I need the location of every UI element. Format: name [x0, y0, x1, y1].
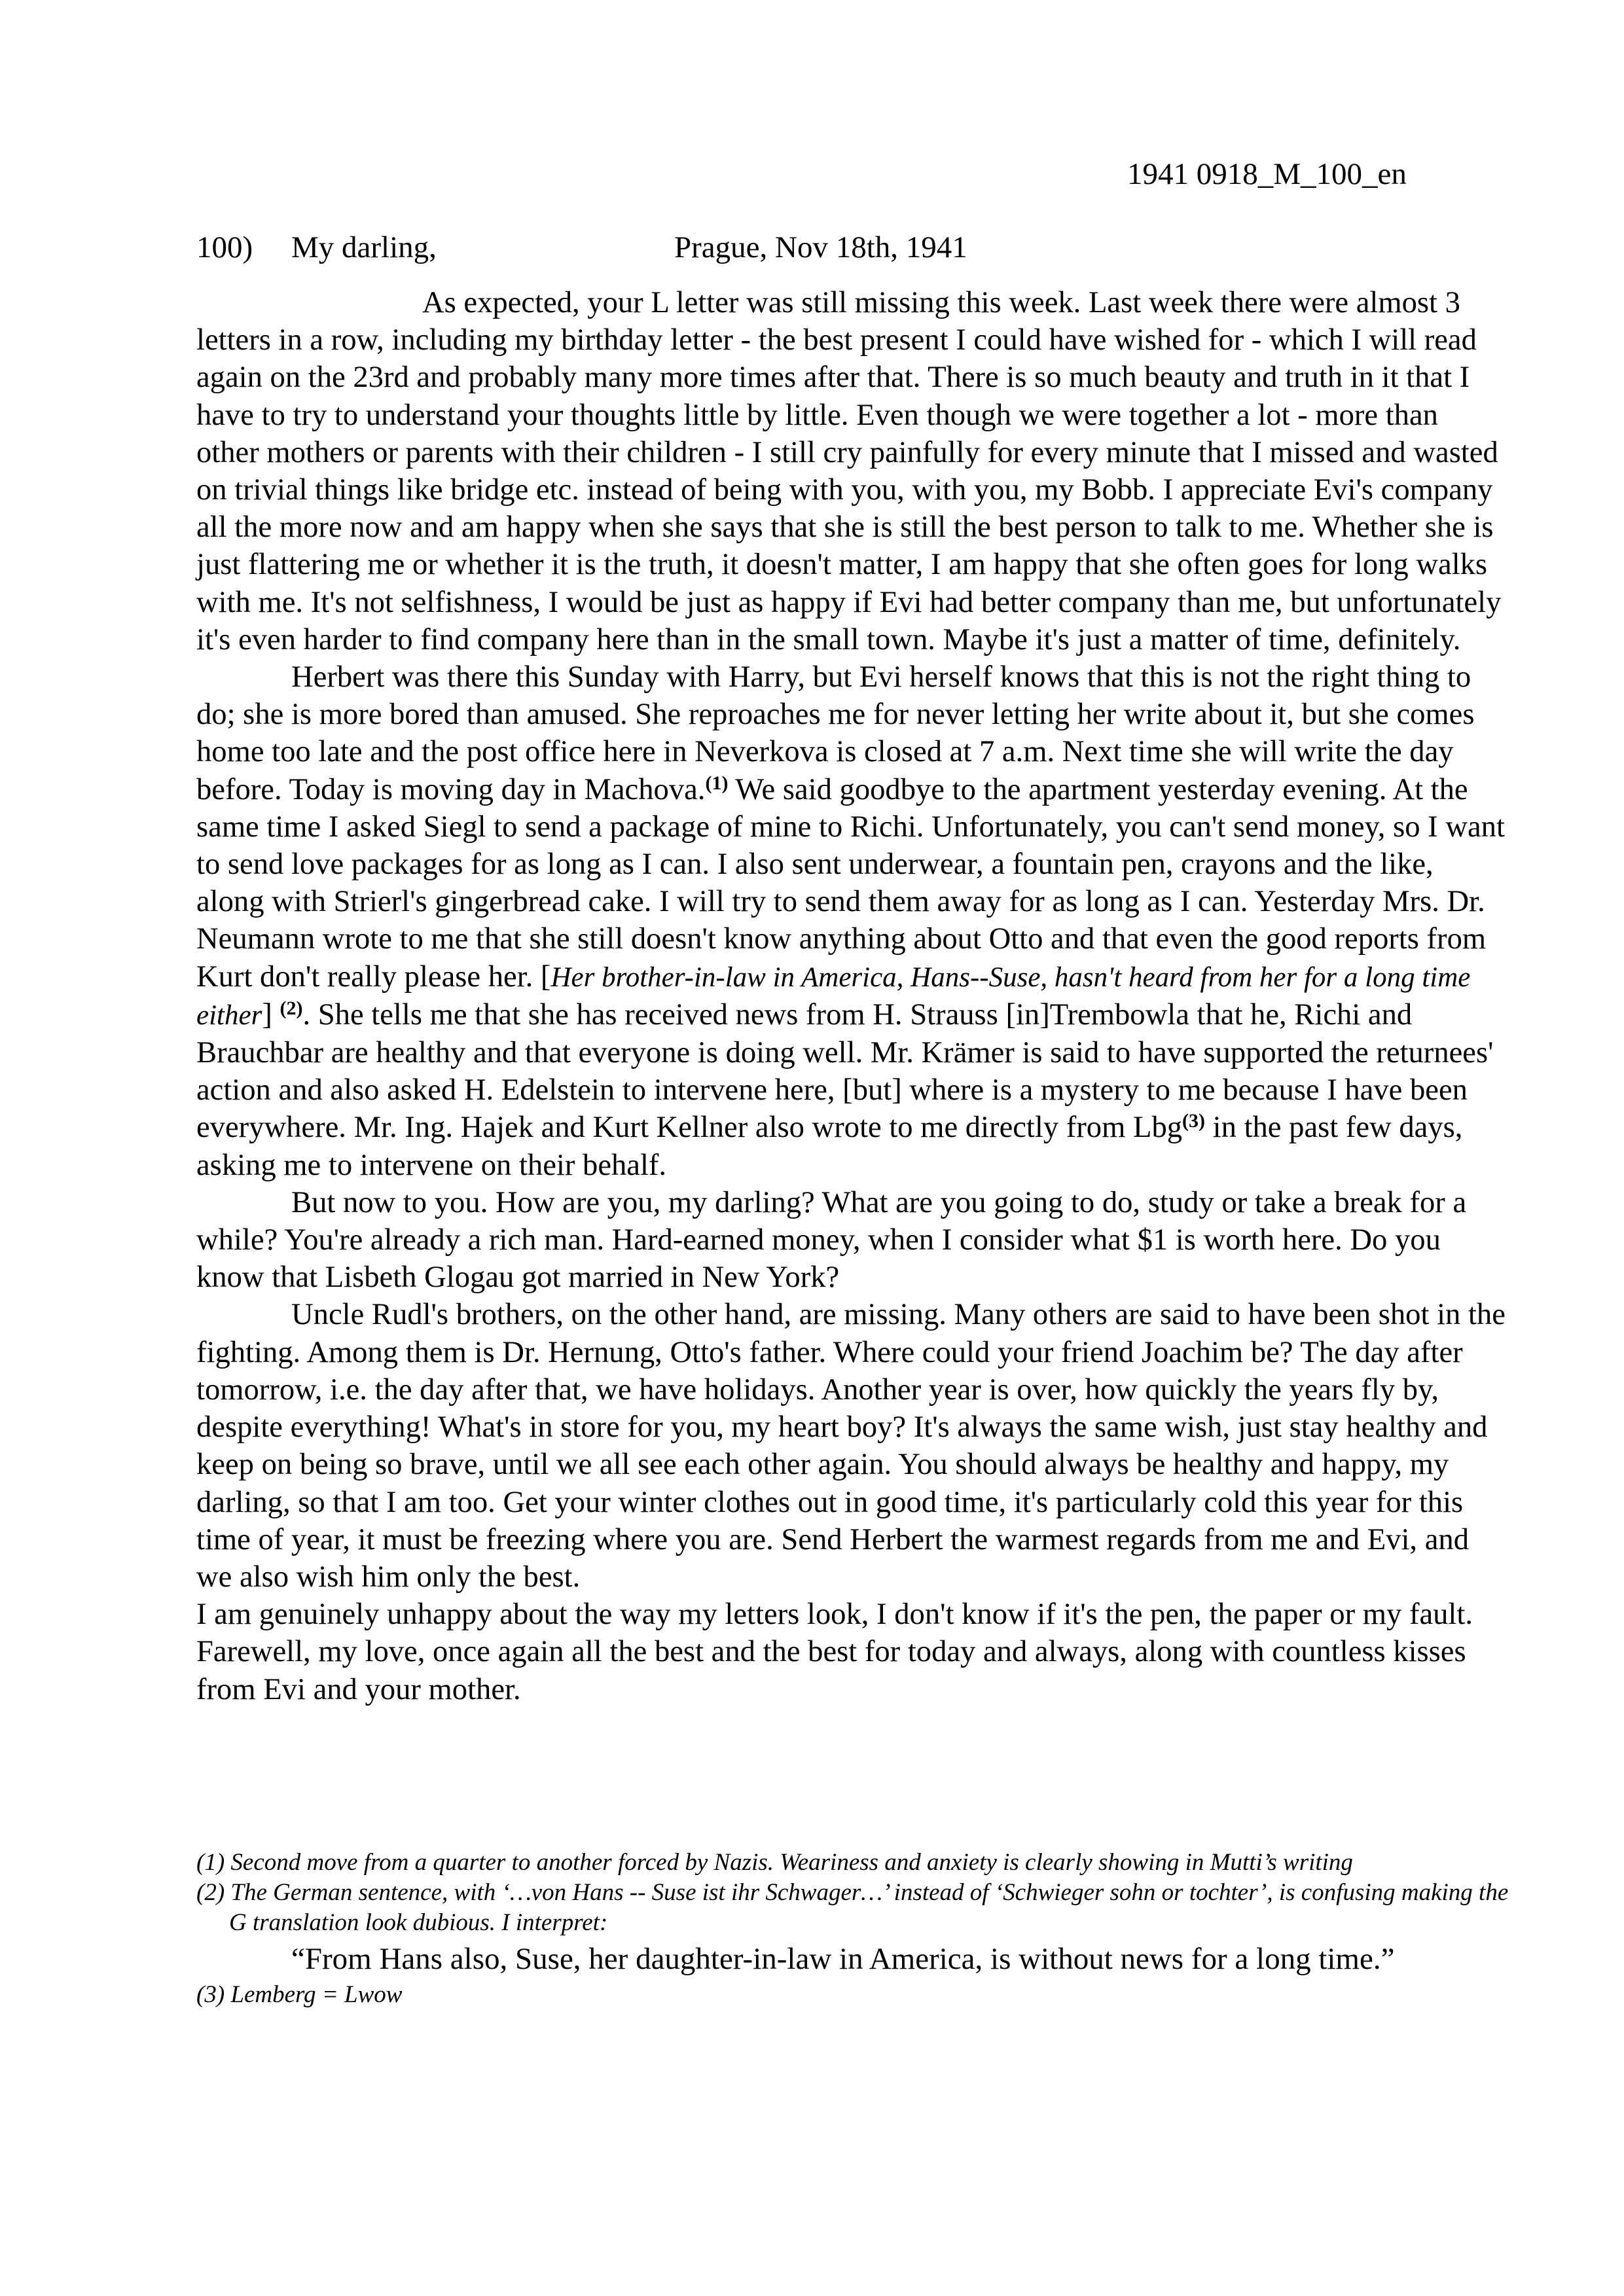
paragraph-2-text-b: We said goodbye to the apartment yesterday evening. At the same time I asked Siegl to send a package of mine to Richi. Unfortunately, you can't send money, so I want to send love packages for as long as I can. I also sent underwear, a fountain pen, crayons and the like, along with Strierl's gingerbread cake. I will try to send them away for as long as I can. Yesterday Mrs. Dr. Neumann wrote to me that she still doesn't know anything about Otto and that even the good reports from Kurt don't really please her. [	[196, 772, 1505, 994]
paragraph-3: But now to you. How are you, my darling? What are you going to do, study or take a break for a while? You're already a rich man. Hard-earned money, when I consider what $1 is worth here. Do you know that Lisbeth Glogau got married in New York?	[196, 1185, 1467, 1295]
paragraph-2-text-e: in the past few days, asking me to intervene on their behalf.	[196, 1110, 1463, 1182]
footnote-2-quote: “From Hans also, Suse, her daughter-in-law in America, is without news for a long time.”	[291, 1942, 1395, 1976]
paragraph-5: I am genuinely unhappy about the way my letters look, I don't know if it's the pen, the paper or my fault. Farewell, my love, once again all the best and the best for today and always, along with countless kisses from Evi and your mother.	[196, 1597, 1473, 1706]
footnote-ref-2: (2)	[280, 997, 303, 1019]
editorial-insertion: Her brother-in-law in America, Hans--Suse, hasn't heard from her for a long time either	[196, 961, 1471, 1031]
footnote-2: (2) The German sentence, with ‘…von Hans -- Suse ist ihr Schwager…’ instead of ‘Schwieger sohn or tochter’, is confusing making the G translation look dubious. I interpret:	[196, 1879, 1509, 1936]
footnote-ref-1: (1)	[705, 772, 729, 794]
footnote-1: (1) Second move from a quarter to another forced by Nazis. Weariness and anxiety is clearly showing in Mutti’s writing	[196, 1849, 1353, 1876]
paragraph-4: Uncle Rudl's brothers, on the other hand, are missing. Many others are said to have been shot in the fighting. Among them is Dr. Hernung, Otto's father. Where could your friend Joachim be? The day after tomorrow, i.e. the day after that, we have holidays. Another year is over, how quickly the years fly by, despite everything! What's in store for you, my heart boy? It's always the same wish, just stay healthy and keep on being so brave, until we all see each other again. You should always be healthy and happy, my darling, so that I am too. Get your winter clothes out in good time, it's particularly cold this year for this time of year, it must be freezing where you are. Send Herbert the warmest regards from me and Evi, and we also wish him only the best.	[196, 1297, 1506, 1594]
paragraph-2-text-a: Herbert was there this Sunday with Harry, but Evi herself knows that this is not the right thing to do; she is more bored than amused. She reproaches me for never letting her write about it, but she comes home too late and the post office here in Neverkova is closed at 7 a.m. Next time she will write the day before. Today is moving day in Machova.	[196, 660, 1475, 806]
footnotes	[196, 1848, 1519, 2010]
paragraph-2-text-d: . She tells me that she has received news from H. Strauss [in]Trembowla that he, Richi and Brauchbar are healthy and that everyone is doing well. Mr. Krämer is said to have supported the returnees' action and also asked H. Edelstein to intervene here, [but] where is a mystery to me because I have been everywhere. Mr. Ing. Hajek and Kurt Kellner also wrote to me directly from Lbg	[196, 997, 1494, 1145]
paragraph-2-text-c: ]	[262, 997, 280, 1031]
document-id: 1941 0918_M_100_en	[1127, 157, 1407, 191]
letter-number: 100)	[196, 230, 253, 264]
place-and-date: Prague, Nov 18th, 1941	[674, 230, 967, 264]
salutation: My darling,	[291, 230, 437, 264]
footnote-ref-3: (3)	[1182, 1110, 1206, 1132]
footnote-3: (3) Lemberg = Lwow	[196, 1981, 403, 2008]
letter-body	[196, 284, 1507, 1708]
letter-heading	[196, 225, 1440, 270]
paragraph-1: As expected, your L letter was still missing this week. Last week there were almost 3 letters in a row, including my birthday letter - the best present I could have wished for - which I will read again on the 23rd and probably many more times after that. There is so much beauty and truth in it that I have to try to understand your thoughts little by little. Even though we were together a lot - more than other mothers or parents with their children - I still cry painfully for every minute that I missed and wasted on trivial things like bridge etc. instead of being with you, with you, my Bobb. I appreciate Evi's company all the more now and am happy when she says that she is still the best person to talk to me. Whether she is just flattering me or whether it is the truth, it doesn't matter, I am happy that she often goes for long walks with me. It's not selfishness, I would be just as happy if Evi had better company than me, but unfortunately it's even harder to find company here than in the small town. Maybe it's just a matter of time, definitely.	[196, 285, 1502, 656]
paragraph-2	[196, 658, 1507, 1184]
